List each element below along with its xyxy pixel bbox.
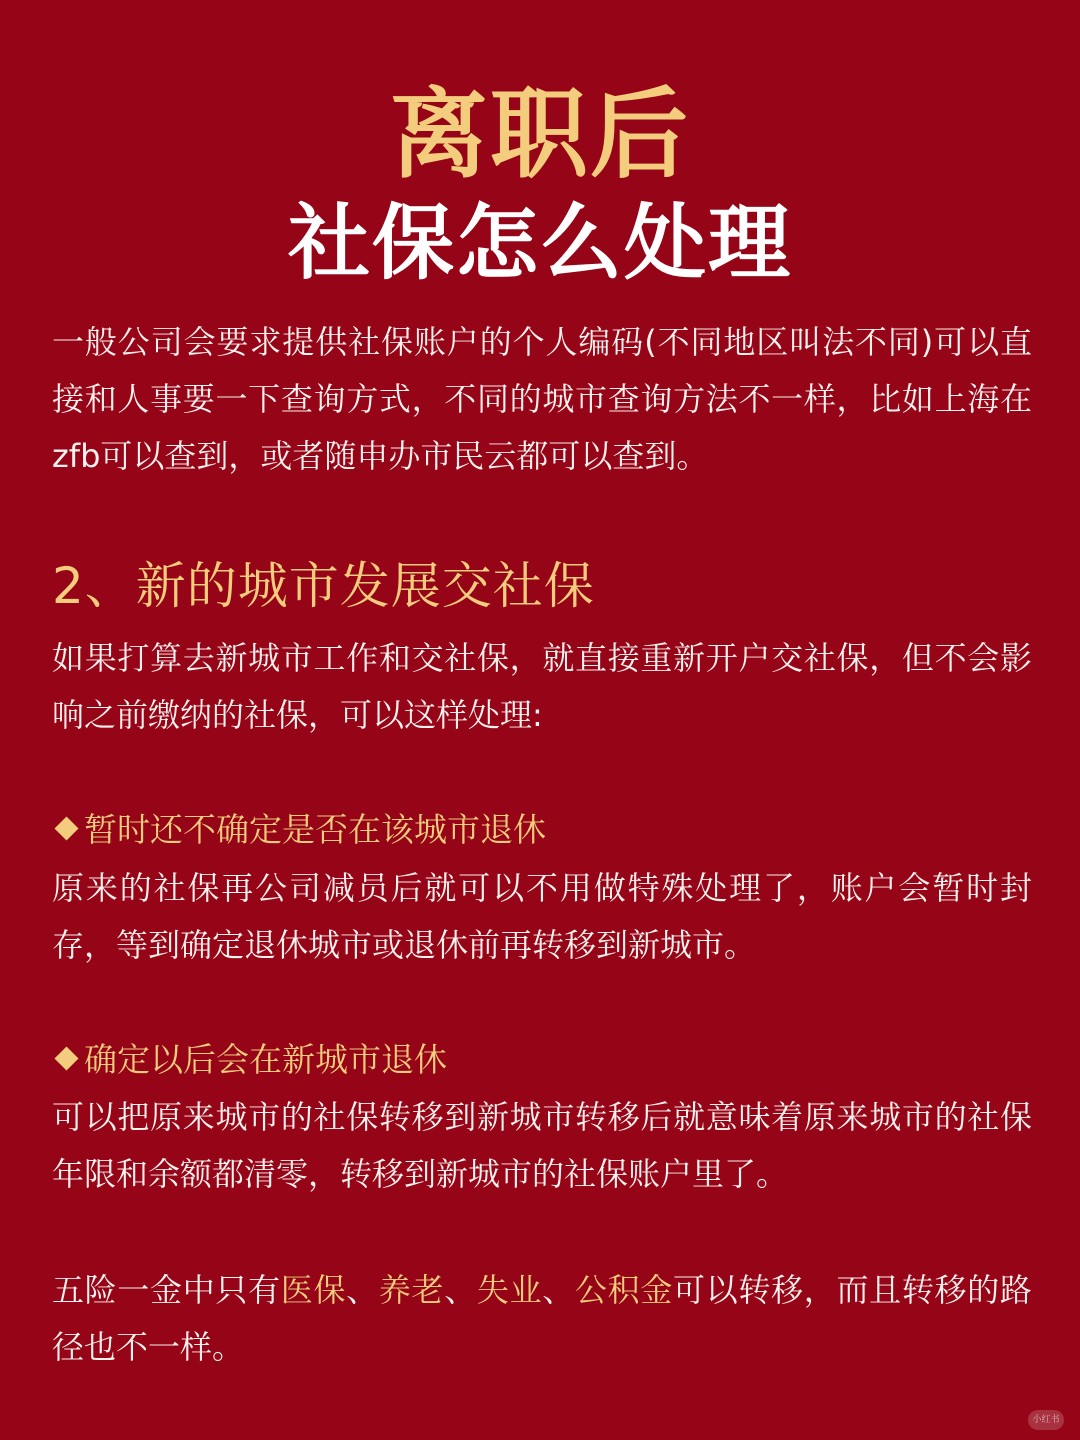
option-2-body: 可以把原来城市的社保转移到新城市转移后就意味着原来城市的社保年限和余额都清零，转移到新城市的社保账户里了。 [52, 1098, 1032, 1193]
option-1-body: 原来的社保再公司减员后就可以不用做特殊处理了，账户会暂时封存，等到确定退休城市或退休前再转移到新城市。 [52, 869, 1032, 964]
option-1-heading [52, 805, 546, 855]
closing-paragraph [52, 1262, 1032, 1376]
highlight-unemployment: 失业 [476, 1271, 543, 1309]
page-title: 离职后 [389, 78, 690, 192]
closing-separator: 、 [346, 1271, 379, 1309]
section-2-heading: 2、新的城市发展交社保 [52, 557, 595, 615]
option-2-heading-text: 确定以后会在新城市退休 [84, 1040, 447, 1079]
highlight-housing-fund: 公积金 [574, 1271, 674, 1309]
highlight-medical: 医保 [280, 1271, 347, 1309]
page-subtitle: 社保怎么处理 [287, 196, 792, 291]
closing-suffix: 可以转移，而且转移的路径也不一样。 [52, 1271, 1032, 1366]
intro-paragraph: 一般公司会要求提供社保账户的个人编码(不同地区叫法不同)可以直接和人事要一下查询方式，不同的城市查询方法不一样，比如上海在zfb可以查到，或者随申办市民云都可以查到。 [52, 323, 1032, 475]
option-2-heading [52, 1035, 447, 1085]
section-2-intro: 如果打算去新城市工作和交社保，就直接重新开户交社保，但不会影响之前缴纳的社保，可以这样处理: [52, 639, 1032, 734]
diamond-bullet-icon [54, 816, 78, 840]
highlight-pension: 养老 [378, 1271, 445, 1309]
watermark-logo: 小红书 [1028, 1410, 1064, 1430]
option-1-heading-text: 暂时还不确定是否在该城市退休 [84, 810, 546, 849]
closing-separator: 、 [542, 1271, 575, 1309]
closing-prefix: 五险一金中只有 [52, 1271, 281, 1309]
closing-separator: 、 [444, 1271, 477, 1309]
diamond-bullet-icon [54, 1046, 78, 1070]
